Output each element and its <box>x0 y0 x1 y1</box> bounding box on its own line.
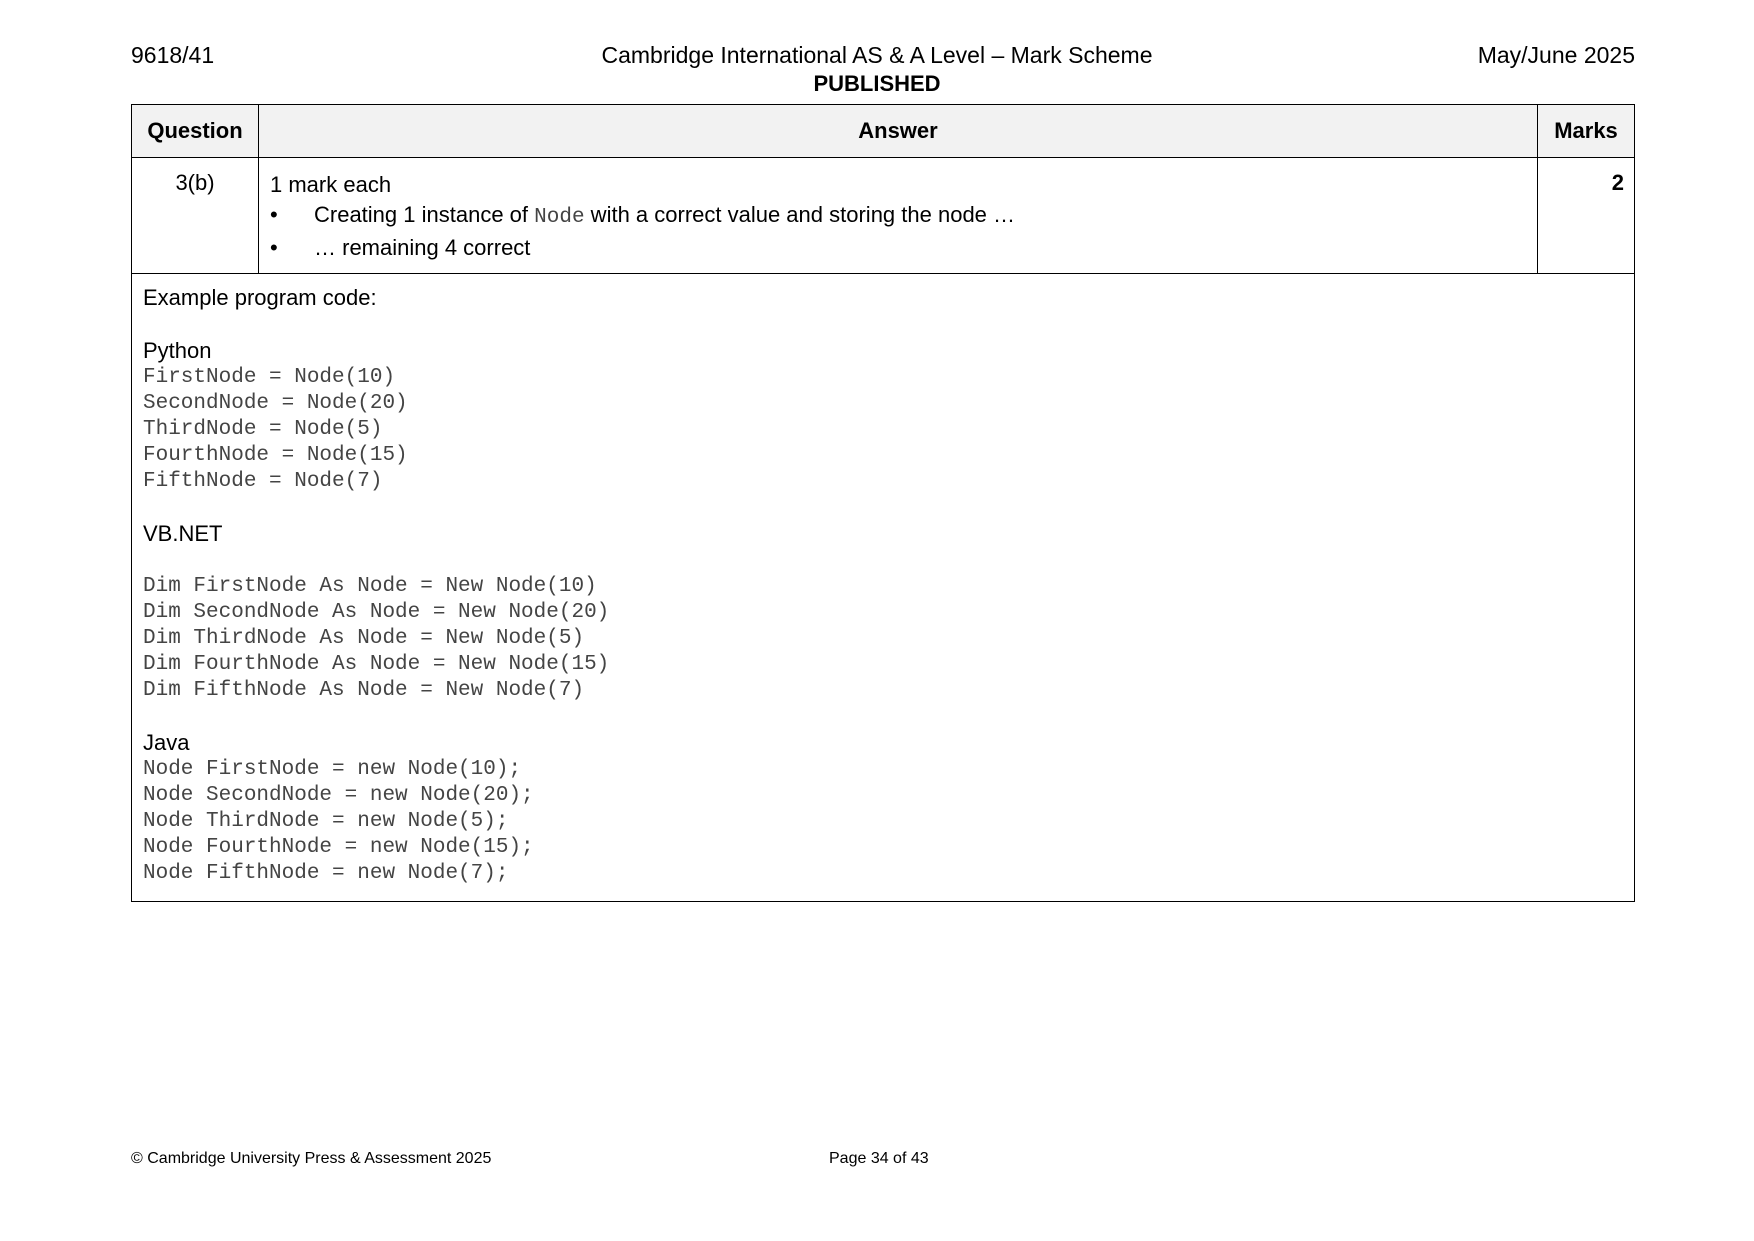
java-code: Node FirstNode = new Node(10); Node SecondNode = new Node(20); Node ThirdNode = new Node(5); Node FourthNode = new Node(15); Node FifthNode = new Node(7); <box>143 758 534 885</box>
page-number: Page 34 of 43 <box>829 1150 929 1167</box>
table-row <box>132 158 1635 274</box>
published-label: PUBLISHED <box>813 71 941 96</box>
answer-intro: 1 mark each <box>270 172 392 197</box>
document-title: Cambridge International AS & A Level – Mark Scheme <box>601 42 1153 68</box>
python-label: Python <box>143 338 212 363</box>
exam-session: May/June 2025 <box>1477 42 1635 68</box>
bullet-item <box>270 233 1526 263</box>
example-row <box>132 274 1635 902</box>
column-header-marks: Marks <box>1538 105 1635 158</box>
bullet-item <box>270 200 1526 233</box>
bullet-text: with a correct value and storing the node … <box>584 202 1016 227</box>
python-code: FirstNode = Node(10) SecondNode = Node(20) ThirdNode = Node(5) FourthNode = Node(15) FifthNode = Node(7) <box>143 366 408 493</box>
answer-cell <box>259 158 1538 274</box>
table-header-row <box>132 105 1635 158</box>
paper-code: 9618/41 <box>131 42 215 68</box>
mark-scheme-table <box>131 104 1635 902</box>
example-code-cell <box>132 274 1635 902</box>
example-heading: Example program code: <box>143 285 377 310</box>
copyright-notice: © Cambridge University Press & Assessment 2025 <box>131 1150 492 1167</box>
vbnet-code: Dim FirstNode As Node = New Node(10) Dim SecondNode As Node = New Node(20) Dim ThirdNode As Node = New Node(5) Dim FourthNode As Node = New Node(15) Dim FifthNode As Node = New Node(7) <box>143 575 610 702</box>
marks-value: 2 <box>1538 158 1635 274</box>
vbnet-label: VB.NET <box>143 521 223 546</box>
bullet-text: … remaining 4 correct <box>314 235 531 260</box>
column-header-answer: Answer <box>259 105 1538 158</box>
spacer <box>143 548 1623 574</box>
question-number: 3(b) <box>132 158 259 274</box>
column-header-question: Question <box>132 105 259 158</box>
bullet-text: Creating 1 instance of <box>314 202 535 227</box>
answer-bullets <box>270 200 1526 263</box>
inline-code: Node <box>534 206 585 229</box>
java-label: Java <box>143 730 190 755</box>
